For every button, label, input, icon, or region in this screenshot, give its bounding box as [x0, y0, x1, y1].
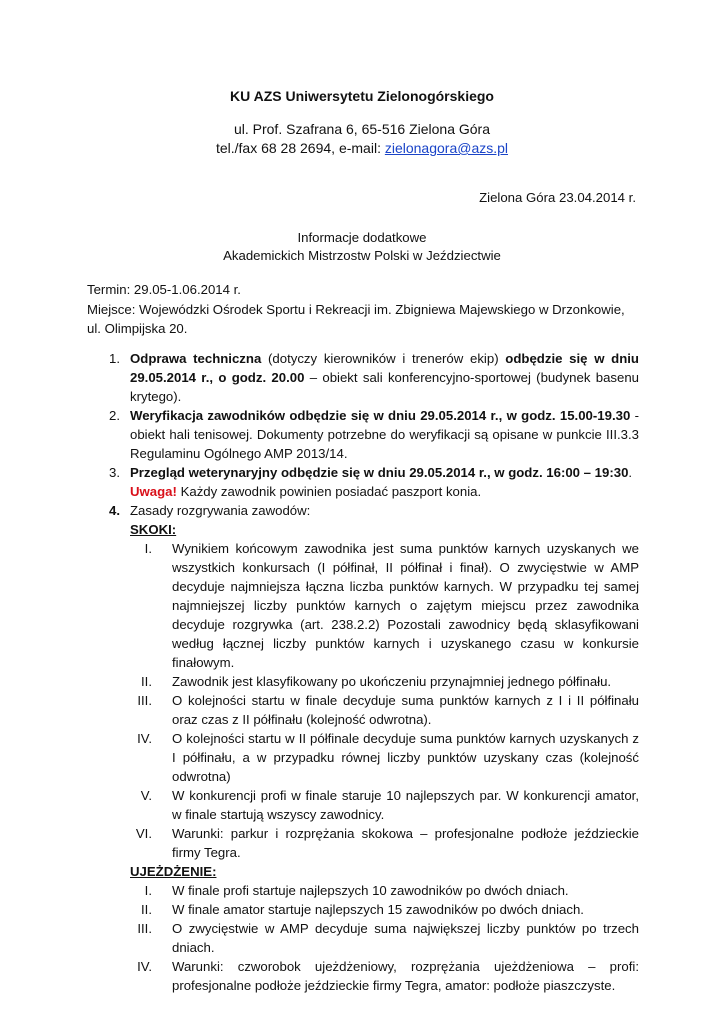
item-text: Każdy zawodnik powinien posiadać paszport konia.: [176, 484, 482, 499]
event-term: Termin: 29.05-1.06.2014 r.: [87, 282, 241, 297]
rule-number: I.: [144, 541, 152, 556]
document-date: Zielona Góra 23.04.2014 r.: [479, 190, 636, 205]
item-number: 1.: [109, 351, 120, 366]
phone-text: tel./fax 68 28 2694, e-mail:: [215, 140, 385, 156]
rule-item: [87, 691, 639, 729]
rule-text: O kolejności startu w finale decyduje suma punktów karnych z I i II półfinału oraz czas z II półfinału (kolejność odwrotna).: [172, 693, 639, 727]
event-place: Miejsce: Wojewódzki Ośrodek Sportu i Rekreacji im. Zbigniewa Majewskiego w Drzonkowie, ul. Olimpijska 20.: [87, 302, 625, 336]
item-text: .: [628, 465, 633, 480]
rule-text: Warunki: czworobok ujeżdżeniowy, rozprężania ujeżdżeniowa – profi: profesjonalne podłoże jeździeckie firmy Tegra, amator: podłoże piaszczyste.: [172, 959, 639, 993]
rule-text: Zawodnik jest klasyfikowany po ukończeniu przynajmniej jednego półfinału.: [172, 674, 612, 689]
rule-item: [87, 919, 639, 957]
rule-item: [87, 881, 639, 900]
rule-text: W finale amator startuje najlepszych 15 zawodników po dwóch dniach.: [172, 902, 584, 917]
item-number: 3.: [109, 465, 120, 480]
rule-item: [87, 957, 639, 995]
item-text: (dotyczy kierowników i trenerów ekip): [261, 351, 506, 366]
list-item: [87, 501, 639, 520]
skoki-rules: [87, 539, 639, 862]
item-bold-text: Przegląd weterynaryjny odbędzie się w dniu 29.05.2014 r., w godz. 16:00 – 19:30: [130, 465, 629, 480]
rule-number: II.: [141, 674, 152, 689]
rule-item: [87, 729, 639, 786]
rule-text: Warunki: parkur i rozprężania skokowa – profesjonalne podłoże jeździeckie firmy Tegra.: [172, 826, 639, 860]
rule-number: III.: [137, 921, 152, 936]
main-list: [87, 349, 639, 995]
section-title-skoki: SKOKI:: [130, 522, 177, 537]
item-text: Zasady rozgrywania zawodów:: [130, 503, 311, 518]
organization-name: KU AZS Uniwersytetu Zielonogórskiego: [230, 88, 494, 104]
rule-item: [87, 672, 639, 691]
warning-label: Uwaga!: [130, 484, 177, 499]
rule-text: Wynikiem końcowym zawodnika jest suma punktów karnych uzyskanych we wszystkich konkursach (I półfinał, II półfinał i finał). O zwycięstwie w AMP decyduje najmniejsza łączna liczba punktów karnych. W przypadku tej samej najmniejszej liczby punktów karnych o zajętym miejscu przez zawodnika decyduje rozgrywka (art. 238.2.2) Pozostali zawodnicy będą sklasyfikowani według łącznej liczby punktów karnych i uzyskanego czasu w konkursie finałowym.: [172, 541, 639, 670]
rule-item: [87, 900, 639, 919]
rule-item: [87, 539, 639, 672]
rule-number: IV.: [137, 731, 152, 746]
rule-number: III.: [137, 693, 152, 708]
rule-text: W konkurencji profi w finale staruje 10 najlepszych par. W konkurencji amator, w finale startują wszyscy zawodnicy.: [172, 788, 639, 822]
rule-number: VI.: [135, 826, 152, 841]
list-item: [87, 349, 639, 406]
ujezdzenie-rules: [87, 881, 639, 995]
rule-item: [87, 786, 639, 824]
list-item: [87, 406, 639, 463]
info-title-line-2: Akademickich Mistrzostw Polski w Jeździectwie: [223, 248, 501, 263]
address-line: ul. Prof. Szafrana 6, 65-516 Zielona Góra: [233, 121, 491, 137]
rule-number: I.: [144, 883, 152, 898]
rule-number: II.: [141, 902, 152, 917]
item-text: – obiekt sali konferencyjno-sportowej (budynek basenu krytego).: [130, 370, 639, 404]
item-number: 4.: [109, 503, 120, 518]
rule-text: O zwycięstwie w AMP decyduje suma największej liczby punktów po trzech dniach.: [172, 921, 639, 955]
section-title-ujezdzenie: UJEŻDŻENIE:: [130, 864, 217, 879]
item-bold-text: odbędzie się w dniu 29.05.2014 r., o godz. 20.00: [130, 351, 639, 385]
list-item: [87, 463, 639, 501]
contact-line: [0, 140, 724, 156]
rule-number: V.: [140, 788, 152, 803]
email-link[interactable]: zielonagora@azs.pl: [384, 140, 509, 156]
item-bold-text: Odprawa techniczna: [130, 351, 262, 366]
rule-item: [87, 824, 639, 862]
item-text: - obiekt hali tenisowej. Dokumenty potrzebne do weryfikacji są opisane w punkcie III.3.3 Regulaminu Ogólnego AMP 2013/14.: [130, 408, 639, 461]
item-number: 2.: [109, 408, 120, 423]
item-bold-text: Weryfikacja zawodników odbędzie się w dniu 29.05.2014 r., w godz. 15.00-19.30: [130, 408, 631, 423]
rule-number: IV.: [137, 959, 152, 974]
info-title-line-1: Informacje dodatkowe: [297, 230, 427, 245]
rule-text: O kolejności startu w II półfinale decyduje suma punktów karnych uzyskanych z I półfinału, a w przypadku równej liczby punktów uzyskany czas (kolejność odwrotna): [172, 731, 639, 784]
rule-text: W finale profi startuje najlepszych 10 zawodników po dwóch dniach.: [172, 883, 569, 898]
